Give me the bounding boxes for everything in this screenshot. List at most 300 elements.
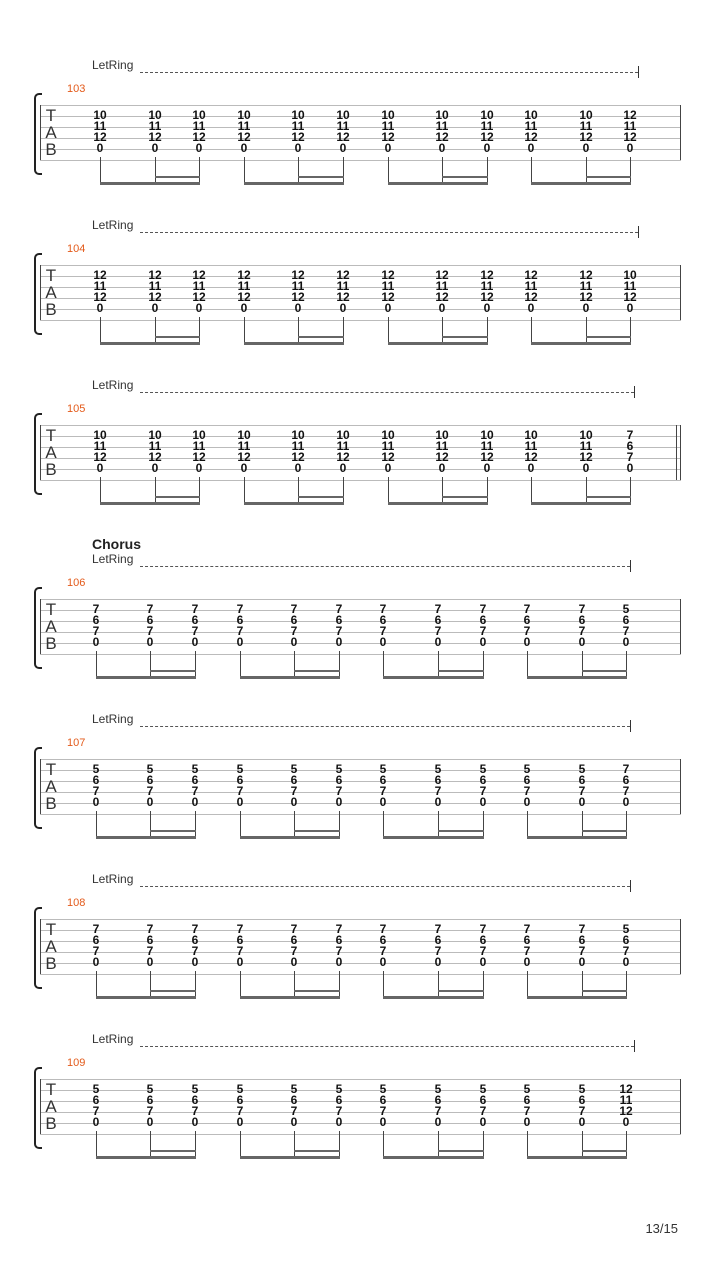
note-stem [442,477,443,504]
fret-number: 10 [192,108,206,122]
fret-number: 11 [480,279,494,293]
fret-number: 7 [434,784,442,798]
fret-number: 10 [93,108,107,122]
fret-number: 11 [336,439,350,453]
fret-number: 10 [381,428,395,442]
letring-label: LetRing [92,1032,134,1046]
note-stem [150,1131,151,1158]
beam [383,996,484,999]
letring-dashed-line [140,72,638,73]
fret-number: 12 [435,450,449,464]
fret-number: 11 [192,279,206,293]
fret-number: 0 [339,461,347,475]
note-stem [199,157,200,184]
barline-start [40,919,41,974]
fret-number: 0 [92,635,100,649]
note-stem [96,971,97,998]
fret-number: 7 [578,602,586,616]
note-stem [626,1131,627,1158]
fret-number: 12 [579,130,593,144]
fret-number: 0 [483,461,491,475]
fret-number: 7 [191,602,199,616]
fret-number: 7 [290,624,298,638]
measure-number: 107 [67,737,86,749]
letring-dashed-line [140,1046,634,1047]
fret-number: 0 [96,301,104,315]
fret-number: 6 [92,1093,100,1107]
fret-number: 0 [438,461,446,475]
note-stem [483,811,484,838]
note-stem [527,811,528,838]
fret-number: 12 [93,268,107,282]
fret-number: 5 [578,1082,586,1096]
fret-number: 0 [191,1115,199,1129]
fret-number: 11 [480,439,494,453]
note-stem [195,1131,196,1158]
letring-dashed-line [140,232,638,233]
fret-number: 6 [479,1093,487,1107]
note-stem [150,651,151,678]
fret-number: 0 [434,955,442,969]
beam-secondary [586,336,631,338]
fret-number: 0 [339,141,347,155]
note-stem [438,651,439,678]
fret-number: 0 [146,795,154,809]
fret-number: 5 [146,1082,154,1096]
fret-number: 10 [148,428,162,442]
fret-number: 7 [290,784,298,798]
letring-label: LetRing [92,58,134,72]
note-stem [388,477,389,504]
staff-line [40,265,681,266]
fret-number: 0 [335,1115,343,1129]
fret-number: 11 [291,439,305,453]
fret-number: 6 [146,1093,154,1107]
fret-number: 7 [622,762,630,776]
note-stem [383,1131,384,1158]
fret-number: 11 [381,439,395,453]
fret-number: 7 [146,602,154,616]
fret-number: 0 [384,461,392,475]
fret-number: 6 [434,773,442,787]
note-stem [582,811,583,838]
fret-number: 7 [479,944,487,958]
fret-number: 12 [192,290,206,304]
fret-number: 0 [191,635,199,649]
barline-start [40,759,41,814]
fret-number: 5 [434,762,442,776]
fret-number: 5 [622,602,630,616]
beam [531,502,631,505]
note-stem [586,477,587,504]
fret-number: 12 [237,130,251,144]
measure-number: 104 [67,243,86,255]
tab-letter-t: T [45,266,57,285]
note-stem [438,811,439,838]
fret-number: 5 [92,762,100,776]
beam [240,676,340,679]
fret-number: 6 [578,1093,586,1107]
fret-number: 6 [290,773,298,787]
beam [240,996,340,999]
barline-end [680,919,681,974]
fret-number: 0 [236,795,244,809]
fret-number: 12 [381,450,395,464]
fret-number: 5 [622,922,630,936]
fret-number: 10 [524,428,538,442]
beam [100,182,200,185]
fret-number: 6 [335,773,343,787]
note-stem [150,971,151,998]
fret-number: 6 [191,613,199,627]
note-stem [343,317,344,344]
fret-number: 7 [236,602,244,616]
tab-letter-b: B [45,300,57,319]
fret-number: 10 [435,108,449,122]
fret-number: 0 [379,635,387,649]
fret-number: 7 [434,922,442,936]
fret-number: 12 [148,130,162,144]
beam [531,182,631,185]
fret-number: 7 [92,944,100,958]
fret-number: 0 [582,461,590,475]
fret-number: 0 [622,635,630,649]
fret-number: 0 [290,635,298,649]
fret-number: 7 [236,784,244,798]
fret-number: 0 [626,301,634,315]
letring-end-mark [638,226,639,238]
note-stem [438,971,439,998]
fret-number: 0 [479,955,487,969]
fret-number: 7 [622,944,630,958]
note-stem [244,157,245,184]
barline-end [680,105,681,160]
note-stem [244,477,245,504]
letring-end-mark [630,560,631,572]
barline-start [40,425,41,480]
note-stem [626,651,627,678]
fret-number: 7 [379,602,387,616]
fret-number: 0 [240,301,248,315]
fret-number: 6 [434,613,442,627]
fret-number: 11 [579,439,593,453]
staff-line [40,320,681,321]
fret-number: 6 [434,933,442,947]
fret-number: 12 [623,108,637,122]
fret-number: 0 [379,795,387,809]
fret-number: 7 [290,922,298,936]
beam-secondary [586,176,631,178]
barline-start [40,105,41,160]
beam-secondary [582,990,627,992]
fret-number: 0 [290,955,298,969]
tab-letter-a: A [45,777,57,796]
fret-number: 10 [93,428,107,442]
beam-secondary [155,336,200,338]
fret-number: 7 [622,624,630,638]
fret-number: 10 [480,108,494,122]
beam-secondary [294,670,340,672]
fret-number: 0 [151,461,159,475]
fret-number: 11 [623,119,637,133]
fret-number: 0 [191,795,199,809]
fret-number: 7 [523,602,531,616]
fret-number: 6 [290,613,298,627]
fret-number: 7 [379,784,387,798]
beam-secondary [442,496,488,498]
measure-number: 109 [67,1057,86,1069]
beam [244,182,344,185]
note-stem [630,157,631,184]
measure-number: 108 [67,897,86,909]
note-stem [383,811,384,838]
fret-number: 7 [335,944,343,958]
fret-number: 12 [291,130,305,144]
fret-number: 11 [291,119,305,133]
fret-number: 7 [335,922,343,936]
fret-number: 5 [479,1082,487,1096]
note-stem [96,651,97,678]
fret-number: 11 [524,439,538,453]
fret-number: 12 [480,268,494,282]
fret-number: 7 [92,1104,100,1118]
fret-number: 5 [379,1082,387,1096]
fret-number: 5 [523,762,531,776]
fret-number: 7 [523,944,531,958]
fret-number: 10 [524,108,538,122]
fret-number: 12 [148,290,162,304]
fret-number: 12 [435,130,449,144]
fret-number: 10 [192,428,206,442]
note-stem [195,971,196,998]
note-stem [487,477,488,504]
fret-number: 11 [192,119,206,133]
note-stem [442,157,443,184]
fret-number: 11 [480,119,494,133]
fret-number: 0 [483,141,491,155]
fret-number: 12 [381,130,395,144]
beam [531,342,631,345]
fret-number: 6 [379,773,387,787]
fret-number: 6 [578,933,586,947]
fret-number: 5 [335,1082,343,1096]
beam [96,1156,196,1159]
barline-end [680,1079,681,1134]
fret-number: 0 [240,461,248,475]
staff-line [40,160,681,161]
note-stem [100,317,101,344]
fret-number: 0 [294,301,302,315]
fret-number: 12 [192,450,206,464]
fret-number: 12 [524,450,538,464]
fret-number: 0 [146,955,154,969]
fret-number: 7 [290,944,298,958]
barline-start [40,265,41,320]
note-stem [388,157,389,184]
fret-number: 7 [236,1104,244,1118]
fret-number: 7 [479,922,487,936]
fret-number: 0 [191,955,199,969]
fret-number: 0 [379,1115,387,1129]
tab-letter-b: B [45,794,57,813]
tab-letter-t: T [45,760,57,779]
note-stem [339,1131,340,1158]
fret-number: 0 [523,795,531,809]
fret-number: 12 [619,1082,633,1096]
fret-number: 0 [434,635,442,649]
fret-number: 7 [146,624,154,638]
fret-number: 12 [336,290,350,304]
note-stem [531,157,532,184]
fret-number: 12 [381,268,395,282]
note-stem [487,157,488,184]
fret-number: 0 [236,635,244,649]
fret-number: 0 [195,141,203,155]
fret-number: 7 [479,624,487,638]
fret-number: 12 [435,268,449,282]
fret-number: 0 [479,1115,487,1129]
note-stem [483,971,484,998]
fret-number: 0 [240,141,248,155]
letring-end-mark [634,1040,635,1052]
fret-number: 7 [479,602,487,616]
barline-end [680,599,681,654]
fret-number: 5 [92,1082,100,1096]
fret-number: 7 [479,1104,487,1118]
beam [383,1156,484,1159]
fret-number: 7 [578,624,586,638]
beam-secondary [298,176,344,178]
fret-number: 6 [335,1093,343,1107]
fret-number: 0 [290,795,298,809]
beam-secondary [298,496,344,498]
note-stem [244,317,245,344]
beam-secondary [150,1150,196,1152]
fret-number: 0 [523,635,531,649]
beam [240,836,340,839]
fret-number: 12 [579,290,593,304]
fret-number: 7 [578,944,586,958]
fret-number: 0 [483,301,491,315]
fret-number: 5 [290,762,298,776]
fret-number: 12 [237,290,251,304]
fret-number: 0 [527,461,535,475]
note-stem [100,477,101,504]
fret-number: 0 [236,1115,244,1129]
fret-number: 7 [479,784,487,798]
fret-number: 0 [438,141,446,155]
fret-number: 0 [294,461,302,475]
fret-number: 11 [148,439,162,453]
fret-number: 12 [336,450,350,464]
note-stem [442,317,443,344]
fret-number: 10 [336,108,350,122]
fret-number: 0 [527,301,535,315]
fret-number: 0 [146,635,154,649]
fret-number: 10 [579,428,593,442]
beam-secondary [582,1150,627,1152]
fret-number: 12 [480,450,494,464]
tab-letter-t: T [45,600,57,619]
fret-number: 5 [379,762,387,776]
fret-number: 11 [93,439,107,453]
fret-number: 12 [237,268,251,282]
fret-number: 11 [381,279,395,293]
beam-secondary [150,830,196,832]
fret-number: 7 [523,784,531,798]
fret-number: 7 [379,944,387,958]
note-stem [586,317,587,344]
fret-number: 0 [523,1115,531,1129]
fret-number: 6 [335,613,343,627]
beam-secondary [442,176,488,178]
letring-dashed-line [140,392,634,393]
fret-number: 12 [579,268,593,282]
fret-number: 0 [290,1115,298,1129]
fret-number: 6 [146,613,154,627]
fret-number: 11 [93,119,107,133]
tab-letter-t: T [45,426,57,445]
note-stem [527,971,528,998]
barline-start [40,599,41,654]
note-stem [339,971,340,998]
fret-number: 6 [523,933,531,947]
fret-number: 7 [191,784,199,798]
letring-label: LetRing [92,712,134,726]
fret-number: 12 [148,268,162,282]
fret-number: 6 [236,933,244,947]
note-stem [582,971,583,998]
fret-number: 11 [619,1093,633,1107]
fret-number: 7 [523,1104,531,1118]
measure-number: 106 [67,577,86,589]
tab-letter-b: B [45,140,57,159]
letring-end-mark [638,66,639,78]
fret-number: 10 [291,108,305,122]
beam-secondary [582,670,627,672]
fret-number: 11 [237,439,251,453]
fret-number: 0 [151,141,159,155]
fret-number: 11 [579,279,593,293]
beam [96,836,196,839]
beam-secondary [438,830,484,832]
fret-number: 6 [379,613,387,627]
fret-number: 6 [578,613,586,627]
note-stem [155,317,156,344]
beam-secondary [150,990,196,992]
fret-number: 6 [622,773,630,787]
beam-secondary [438,1150,484,1152]
tab-letter-a: A [45,1097,57,1116]
note-stem [96,1131,97,1158]
beam [100,342,200,345]
fret-number: 10 [237,108,251,122]
fret-number: 11 [192,439,206,453]
fret-number: 7 [379,1104,387,1118]
note-stem [483,1131,484,1158]
fret-number: 6 [479,933,487,947]
fret-number: 10 [291,428,305,442]
fret-number: 0 [578,635,586,649]
fret-number: 7 [191,1104,199,1118]
fret-number: 7 [290,1104,298,1118]
note-stem [298,317,299,344]
fret-number: 5 [191,762,199,776]
fret-number: 10 [435,428,449,442]
fret-number: 0 [523,955,531,969]
fret-number: 12 [579,450,593,464]
fret-number: 6 [379,933,387,947]
